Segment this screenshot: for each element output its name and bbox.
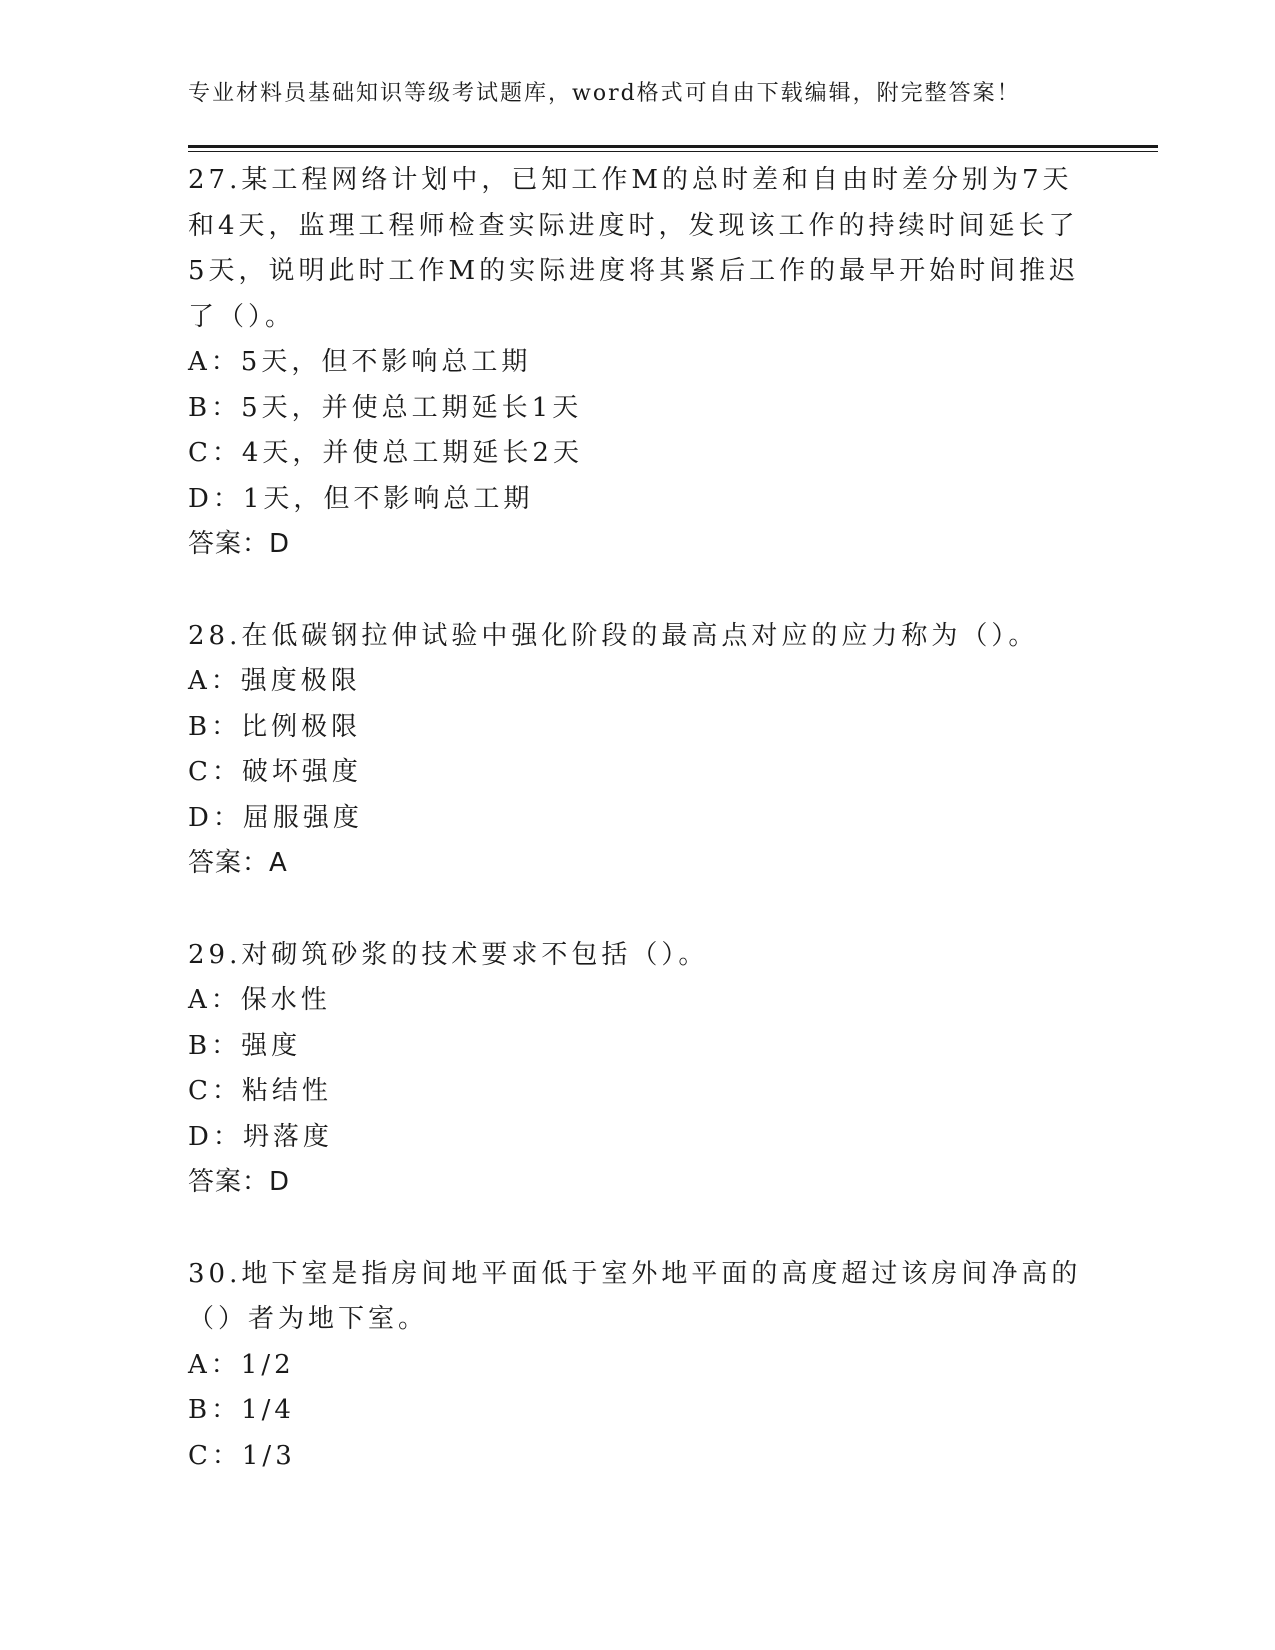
question-29 xyxy=(188,933,1088,1206)
option-b: B：5天，并使总工期延长1天 xyxy=(188,392,583,423)
option-d: D：屈服强度 xyxy=(188,802,363,833)
option-c: C：4天，并使总工期延长2天 xyxy=(188,438,583,468)
question-27 xyxy=(188,158,1088,568)
option-a: A：1/2 xyxy=(188,1349,295,1380)
option-b: B：1/4 xyxy=(188,1395,295,1425)
header-rule-thick xyxy=(188,145,1158,148)
option-b: B：强度 xyxy=(188,1030,302,1061)
option-c: C：破坏强度 xyxy=(188,757,362,787)
question-stem: 27.某工程网络计划中，已知工作M的总时差和自由时差分别为7天和4天，监理工程师检查实际进度时，发现该工作的持续时间延长了5天，说明此时工作M的实际进度将其紧后工作的最早开始时间推迟了（）。 xyxy=(188,165,1080,332)
option-a: A：保水性 xyxy=(188,985,331,1015)
answer-label: 答案：D xyxy=(188,529,291,559)
question-stem: 30.地下室是指房间地平面低于室外地平面的高度超过该房间净高的（）者为地下室。 xyxy=(188,1258,1082,1334)
option-c: C：粘结性 xyxy=(188,1076,332,1106)
option-d: D：坍落度 xyxy=(188,1121,333,1152)
option-a: A：5天，但不影响总工期 xyxy=(188,347,532,377)
question-stem: 29.对砌筑砂浆的技术要求不包括（）。 xyxy=(188,939,709,970)
question-30 xyxy=(188,1252,1088,1480)
page-header: 专业材料员基础知识等级考试题库，word格式可自由下载编辑，附完整答案！ xyxy=(188,81,1021,106)
answer-label: 答案：D xyxy=(188,1167,291,1197)
option-b: B：比例极限 xyxy=(188,711,362,742)
question-list xyxy=(188,158,1088,1525)
option-a: A：强度极限 xyxy=(188,666,361,696)
header-rule-thin xyxy=(188,151,1158,152)
answer-label: 答案：A xyxy=(188,848,288,878)
question-stem: 28.在低碳钢拉伸试验中强化阶段的最高点对应的应力称为（）。 xyxy=(188,620,1039,651)
option-d: D：1天，但不影响总工期 xyxy=(188,483,534,514)
question-28 xyxy=(188,614,1088,887)
option-c: C：1/3 xyxy=(188,1440,296,1471)
